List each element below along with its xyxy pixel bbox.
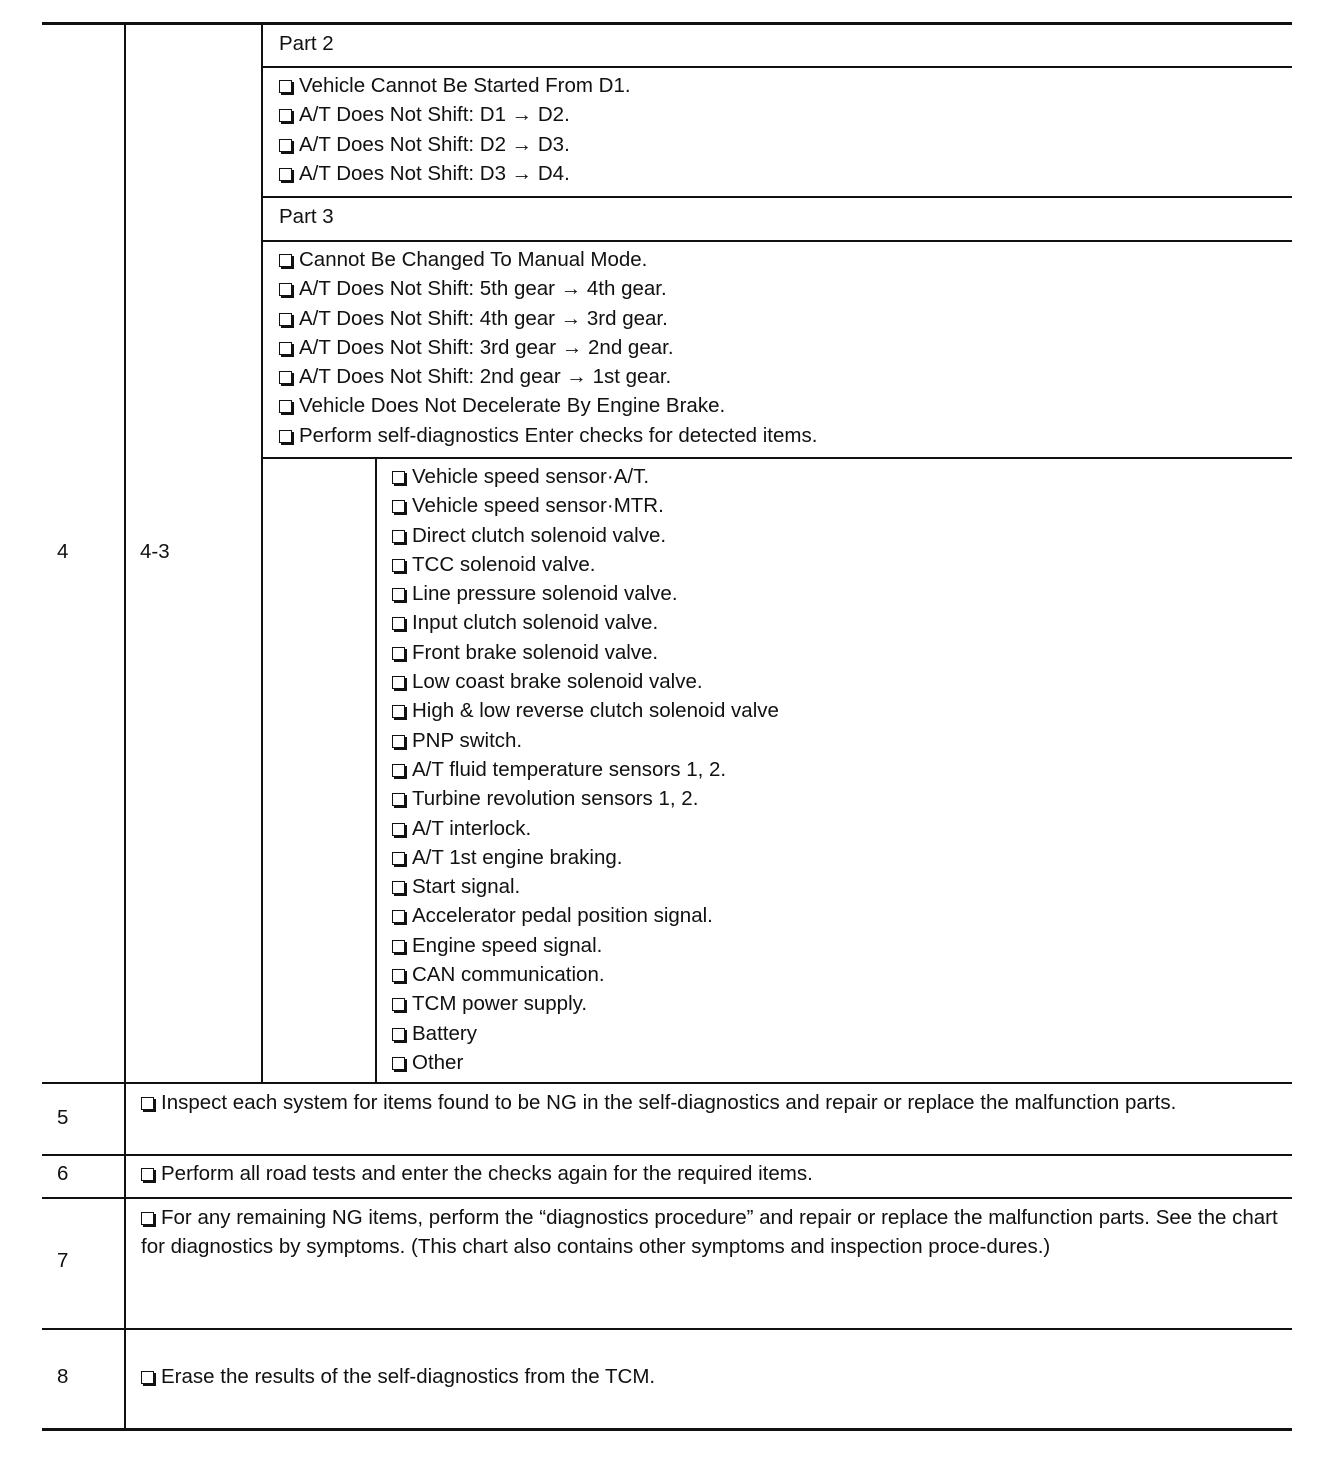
- checkbox-icon[interactable]: [392, 647, 405, 660]
- checklist-item-label: Line pressure solenoid valve.: [412, 582, 678, 606]
- step-number: 4: [57, 540, 69, 563]
- checklist-item[interactable]: [279, 71, 631, 100]
- checklist-item-label: A/T interlock.: [412, 816, 532, 840]
- checklist-item[interactable]: [279, 274, 817, 303]
- checklist-item[interactable]: [392, 814, 779, 843]
- checklist-item[interactable]: [392, 784, 779, 813]
- checklist-item[interactable]: [392, 550, 779, 579]
- step-text: For any remaining NG items, perform the “diagnostics procedure” and repair or replace the malfunction parts. See the chart for diagnostics by symptoms. (This chart also contains other symptoms and inspection proce-dures.): [141, 1206, 1278, 1259]
- checklist-item-label: PNP switch.: [412, 728, 523, 752]
- checkbox-icon[interactable]: [279, 139, 292, 152]
- checklist-item[interactable]: [392, 579, 779, 608]
- checklist-item[interactable]: [279, 333, 817, 362]
- checklist-item-label: A/T Does Not Shift: 2nd gear → 1st gear.: [299, 365, 672, 389]
- col-divider-step: [124, 22, 126, 1431]
- checkbox-icon[interactable]: [141, 1168, 154, 1181]
- checkbox-icon[interactable]: [392, 823, 405, 836]
- checkbox-icon[interactable]: [141, 1097, 154, 1110]
- checklist-item[interactable]: [279, 421, 817, 450]
- checklist-item[interactable]: [392, 1019, 779, 1048]
- checkbox-icon[interactable]: [141, 1212, 154, 1225]
- part2-list: [279, 71, 631, 188]
- table-top-border: [42, 22, 1292, 25]
- checkbox-icon[interactable]: [392, 764, 405, 777]
- checklist-item[interactable]: [392, 1048, 779, 1077]
- checklist-item[interactable]: [392, 667, 779, 696]
- col-divider-inner: [375, 457, 377, 1083]
- checkbox-icon[interactable]: [392, 793, 405, 806]
- checkbox-icon[interactable]: [392, 910, 405, 923]
- step-number: 8: [57, 1365, 69, 1388]
- checklist-item-label: Perform self-diagnostics Enter checks for detected items.: [299, 423, 818, 447]
- checklist-item[interactable]: [279, 100, 631, 129]
- checklist-item-label: Front brake solenoid valve.: [412, 640, 659, 664]
- step-text: Erase the results of the self-diagnostics from the TCM.: [141, 1362, 655, 1391]
- checkbox-icon[interactable]: [279, 80, 292, 93]
- checklist-item-label: A/T Does Not Shift: 4th gear → 3rd gear.: [299, 306, 668, 330]
- checklist-item[interactable]: [392, 960, 779, 989]
- checkbox-icon[interactable]: [392, 705, 405, 718]
- checklist-item[interactable]: [392, 521, 779, 550]
- checklist-item-label: Cannot Be Changed To Manual Mode.: [299, 248, 648, 271]
- self-diag-list: [392, 462, 779, 1077]
- checklist-item-label: Accelerator pedal position signal.: [412, 904, 713, 928]
- checklist-item[interactable]: [279, 362, 817, 391]
- checklist-item[interactable]: [392, 931, 779, 960]
- checklist-item-label: A/T Does Not Shift: 3rd gear → 2nd gear.: [299, 335, 674, 359]
- checkbox-icon[interactable]: [392, 1057, 405, 1070]
- checkbox-icon[interactable]: [279, 430, 292, 443]
- checkbox-icon[interactable]: [279, 400, 292, 413]
- checkbox-icon[interactable]: [392, 852, 405, 865]
- checklist-item[interactable]: [392, 726, 779, 755]
- checklist-item[interactable]: [279, 391, 817, 420]
- checkbox-icon[interactable]: [279, 283, 292, 296]
- checklist-item-label: Battery: [412, 1021, 477, 1045]
- checklist-item-label: High & low reverse clutch solenoid valve: [412, 699, 779, 723]
- checklist-item[interactable]: [392, 608, 779, 637]
- checklist-item-label: Vehicle speed sensor·MTR.: [412, 494, 664, 518]
- checkbox-icon[interactable]: [392, 500, 405, 513]
- checklist-item-label: A/T Does Not Shift: D3 → D4.: [299, 161, 570, 185]
- checklist-item-label: A/T Does Not Shift: 5th gear → 4th gear.: [299, 277, 667, 301]
- checkbox-icon[interactable]: [392, 1028, 405, 1041]
- checklist-item-label: Start signal.: [412, 875, 521, 899]
- part2-title: Part 2: [279, 32, 334, 55]
- step-text: Perform all road tests and enter the checks again for the required items.: [141, 1159, 813, 1188]
- checklist-item-label: Vehicle Cannot Be Started From D1.: [299, 74, 631, 97]
- checklist-item[interactable]: [392, 696, 779, 725]
- table-bottom-border: [42, 1428, 1292, 1431]
- checklist-item-label: Vehicle Does Not Decelerate By Engine Brake.: [299, 394, 726, 418]
- checklist-item-label: TCC solenoid valve.: [412, 552, 596, 576]
- checklist-item-label: A/T Does Not Shift: D1 → D2.: [299, 103, 570, 127]
- checkbox-icon[interactable]: [392, 998, 405, 1011]
- checklist-item[interactable]: [392, 491, 779, 520]
- checklist-item-label: A/T Does Not Shift: D2 → D3.: [299, 132, 570, 156]
- checklist-item[interactable]: [392, 901, 779, 930]
- checklist-item-label: A/T fluid temperature sensors 1, 2.: [412, 757, 727, 781]
- checklist-item-label: CAN communication.: [412, 963, 605, 987]
- checkbox-icon[interactable]: [392, 530, 405, 543]
- checklist-item-label: Other: [412, 1050, 464, 1074]
- checkbox-icon[interactable]: [279, 313, 292, 326]
- checklist-item[interactable]: [392, 638, 779, 667]
- divider-row6: [42, 1154, 1292, 1156]
- checkbox-icon[interactable]: [392, 588, 405, 601]
- checklist-item-label: Direct clutch solenoid valve.: [412, 523, 667, 547]
- checkbox-icon[interactable]: [392, 617, 405, 630]
- divider-part3-items: [262, 240, 1292, 242]
- checkbox-icon[interactable]: [279, 168, 292, 181]
- step-text: Inspect each system for items found to be NG in the self-diagnostics and repair or replace the malfunction parts.: [141, 1088, 1289, 1117]
- checklist-item-label: Low coast brake solenoid valve.: [412, 670, 703, 694]
- checkbox-icon[interactable]: [279, 371, 292, 384]
- checklist-item-label: TCM power supply.: [412, 992, 588, 1016]
- checklist-item-label: Engine speed signal.: [412, 933, 603, 957]
- checklist-item-label: A/T 1st engine braking.: [412, 845, 623, 869]
- checklist-item[interactable]: [392, 872, 779, 901]
- checkbox-icon[interactable]: [141, 1371, 154, 1384]
- step-number: 5: [57, 1106, 69, 1129]
- checklist-item[interactable]: [279, 130, 631, 159]
- checklist-item-label: Input clutch solenoid valve.: [412, 611, 659, 635]
- step-number: 6: [57, 1162, 69, 1185]
- checklist-item[interactable]: [279, 245, 817, 274]
- checkbox-icon[interactable]: [392, 969, 405, 982]
- divider-part2-title: [262, 66, 1292, 68]
- col-divider-sub: [261, 22, 263, 1083]
- checklist-item[interactable]: [279, 304, 817, 333]
- checklist-item-label: Vehicle speed sensor·A/T.: [412, 465, 650, 488]
- checkbox-icon[interactable]: [392, 881, 405, 894]
- sub-step-number: 4-3: [140, 540, 170, 563]
- checkbox-icon[interactable]: [392, 735, 405, 748]
- checklist-item[interactable]: [392, 462, 779, 491]
- divider-row8: [42, 1328, 1292, 1330]
- divider-row7: [42, 1197, 1292, 1199]
- checklist-item-label: Turbine revolution sensors 1, 2.: [412, 787, 699, 811]
- checkbox-icon[interactable]: [392, 559, 405, 572]
- checklist-item[interactable]: [392, 843, 779, 872]
- divider-row5: [42, 1082, 1292, 1084]
- checklist-item[interactable]: [279, 159, 631, 188]
- checkbox-icon[interactable]: [392, 471, 405, 484]
- step-number: 7: [57, 1249, 69, 1272]
- checklist-item[interactable]: [392, 755, 779, 784]
- checkbox-icon[interactable]: [279, 109, 292, 122]
- divider-part3-title: [262, 196, 1292, 198]
- part3-list: [279, 245, 817, 450]
- part3-title: Part 3: [279, 205, 334, 228]
- checkbox-icon[interactable]: [392, 940, 405, 953]
- checklist-item[interactable]: [392, 989, 779, 1018]
- checkbox-icon[interactable]: [392, 676, 405, 689]
- checkbox-icon[interactable]: [279, 342, 292, 355]
- checkbox-icon[interactable]: [279, 254, 292, 267]
- divider-self-diag: [262, 457, 1292, 459]
